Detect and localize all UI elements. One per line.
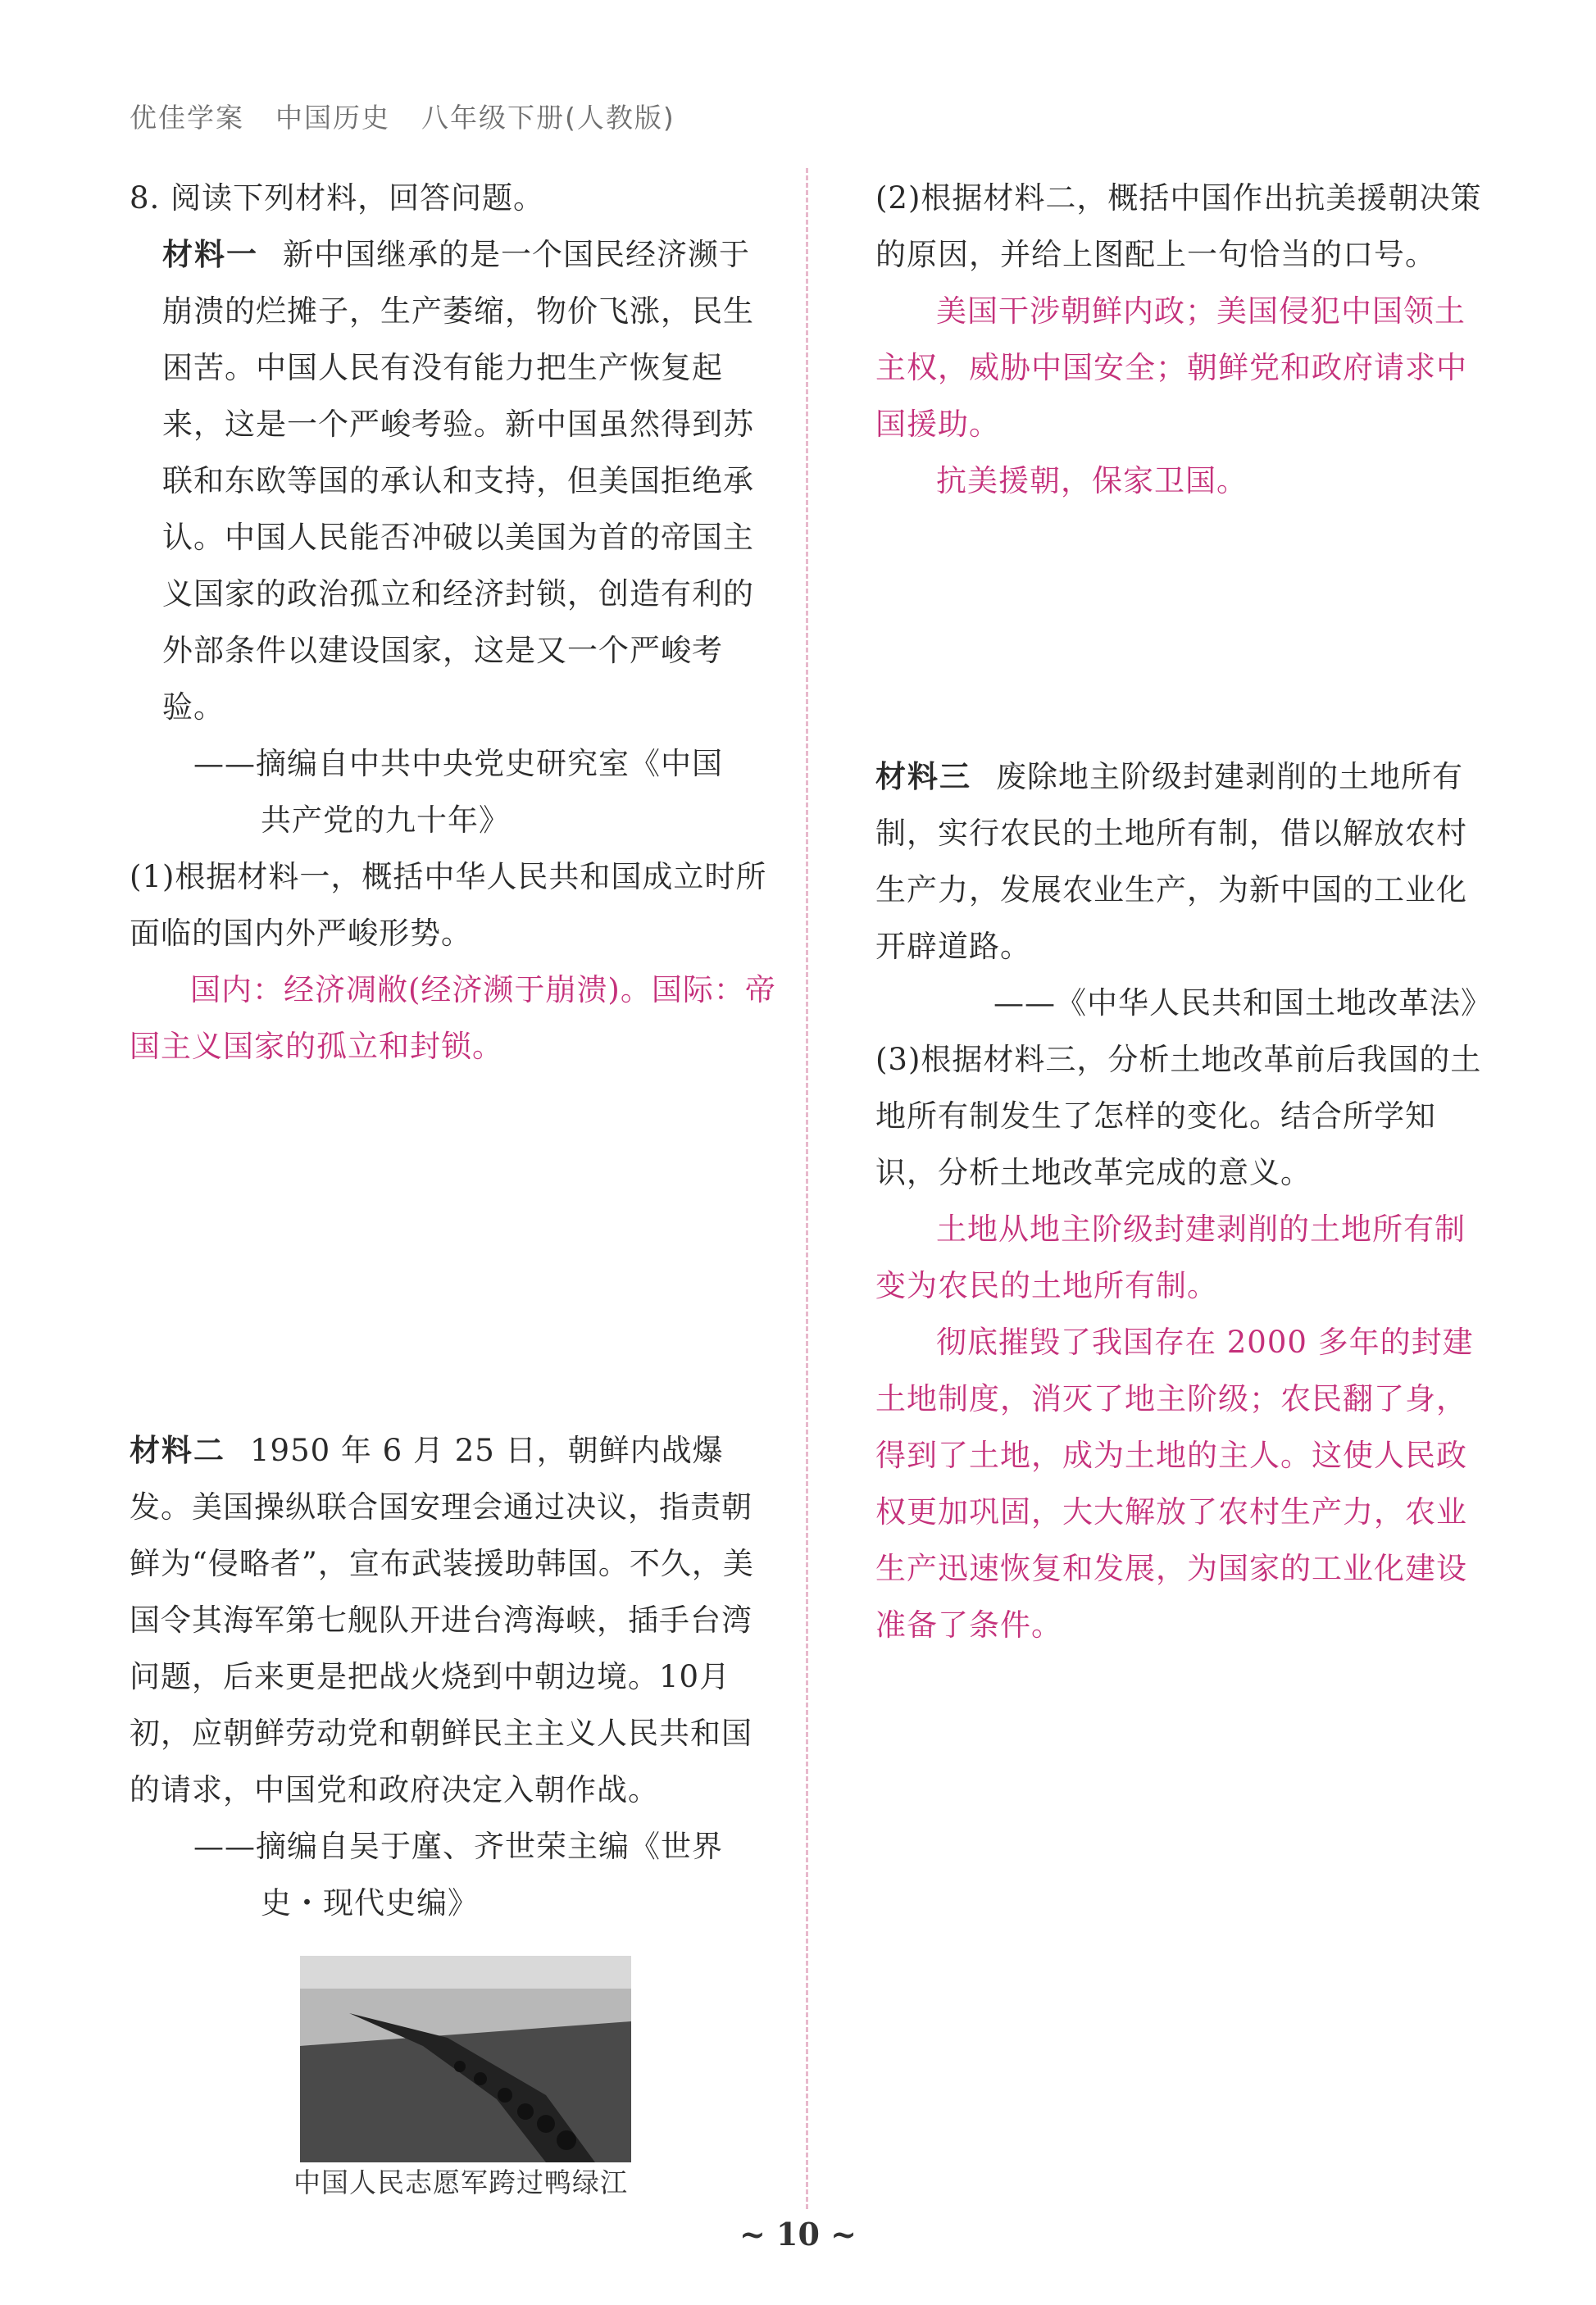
- material2-source-line2: 史・现代史编》: [261, 1885, 479, 1921]
- left-column: [130, 170, 777, 2203]
- bridge-illustration: [300, 1956, 631, 2162]
- q2-answer-reasons: 美国干涉朝鲜内政；美国侵犯中国领土主权，威胁中国安全；朝鲜党和政府请求中国援助。: [875, 293, 1467, 442]
- material1-source: [130, 735, 777, 848]
- material1-label: 材料一: [162, 237, 258, 272]
- material1: [130, 226, 777, 735]
- volunteer-army-photo: [300, 1956, 631, 2162]
- subject: 中国历史: [275, 102, 390, 134]
- column-divider: [806, 168, 808, 2209]
- material3-label: 材料三: [875, 759, 971, 794]
- page-number: ~ 10 ~: [739, 2216, 857, 2253]
- q2-text: (2)根据材料二，概括中国作出抗美援朝决策的原因，并给上图配上一句恰当的口号。: [875, 180, 1482, 272]
- page-header: [130, 97, 707, 135]
- q3-answer-change: 土地从地主阶级封建剥削的土地所有制变为农民的土地所有制。: [875, 1212, 1466, 1303]
- material1-text: 新中国继承的是一个国民经济濒于崩溃的烂摊子，生产萎缩，物价飞涨，民生困苦。中国人民有没有能力把生产恢复起来，这是一个严峻考验。新中国虽然得到苏联和东欧等国的承认和支持，但美国拒绝承认。中国人民能否冲破以美国为首的帝国主义国家的政治孤立和经济封锁，创造有利的外部条件以建设国家，这是又一个严峻考验。: [162, 237, 754, 725]
- question-title: 8. 阅读下列材料，回答问题。: [130, 180, 545, 216]
- material2: [130, 1422, 777, 1818]
- answer-space-1: [130, 1075, 777, 1422]
- material3: [875, 748, 1492, 975]
- answer-space-2: [875, 509, 1492, 748]
- right-column: [875, 170, 1492, 1653]
- material2-text: 1950 年 6 月 25 日，朝鲜内战爆发。美国操纵联合国安理会通过决议，指责朝鲜为“侵略者”，宣布武装援助韩国。不久，美国令其海军第七舰队开进台湾海峡，插手台湾问题，后来更是把战火烧到中朝边境。10月初，应朝鲜劳动党和朝鲜民主主义人民共和国的请求，中国党和政府决定入朝作战。: [130, 1433, 754, 1807]
- material3-text: 废除地主阶级封建剥削的土地所有制，实行农民的土地所有制，借以解放农村生产力，发展农业生产，为新中国的工业化开辟道路。: [875, 759, 1467, 964]
- material2-label: 材料二: [130, 1433, 225, 1468]
- photo-caption: 中国人民志愿军跨过鸭绿江: [293, 2166, 628, 2198]
- q3-answer-significance: 彻底摧毁了我国存在 2000 多年的封建土地制度，消灭了地主阶级；农民翻了身，得到了土地，成为土地的主人。这使人民政权更加巩固，大大解放了农村生产力，农业生产迅速恢复和发展，为国家的工业化建设准备了条件。: [875, 1325, 1474, 1643]
- material2-source: [130, 1818, 777, 1931]
- q3-text: (3)根据材料三，分析土地改革前后我国的土地所有制发生了怎样的变化。结合所学知识，分析土地改革完成的意义。: [875, 1042, 1482, 1190]
- material1-source-line1: ——摘编自中共中央党史研究室《中国: [193, 746, 723, 781]
- material1-source-line2: 共产党的九十年》: [261, 802, 510, 838]
- book-title: 优佳学案: [130, 102, 244, 134]
- q1-answer: 国内：经济凋敝(经济濒于崩溃)。国际：帝国主义国家的孤立和封锁。: [130, 972, 776, 1064]
- q1-text: (1)根据材料一，概括中华人民共和国成立时所面临的国内外严峻形势。: [130, 859, 767, 951]
- material2-source-line1: ——摘编自吴于廑、齐世荣主编《世界: [193, 1829, 723, 1864]
- q2-answer-slogan: 抗美援朝，保家卫国。: [936, 463, 1248, 498]
- material3-source: ——《中华人民共和国土地改革法》: [994, 985, 1492, 1021]
- grade: 八年级下册(人教版): [421, 102, 675, 134]
